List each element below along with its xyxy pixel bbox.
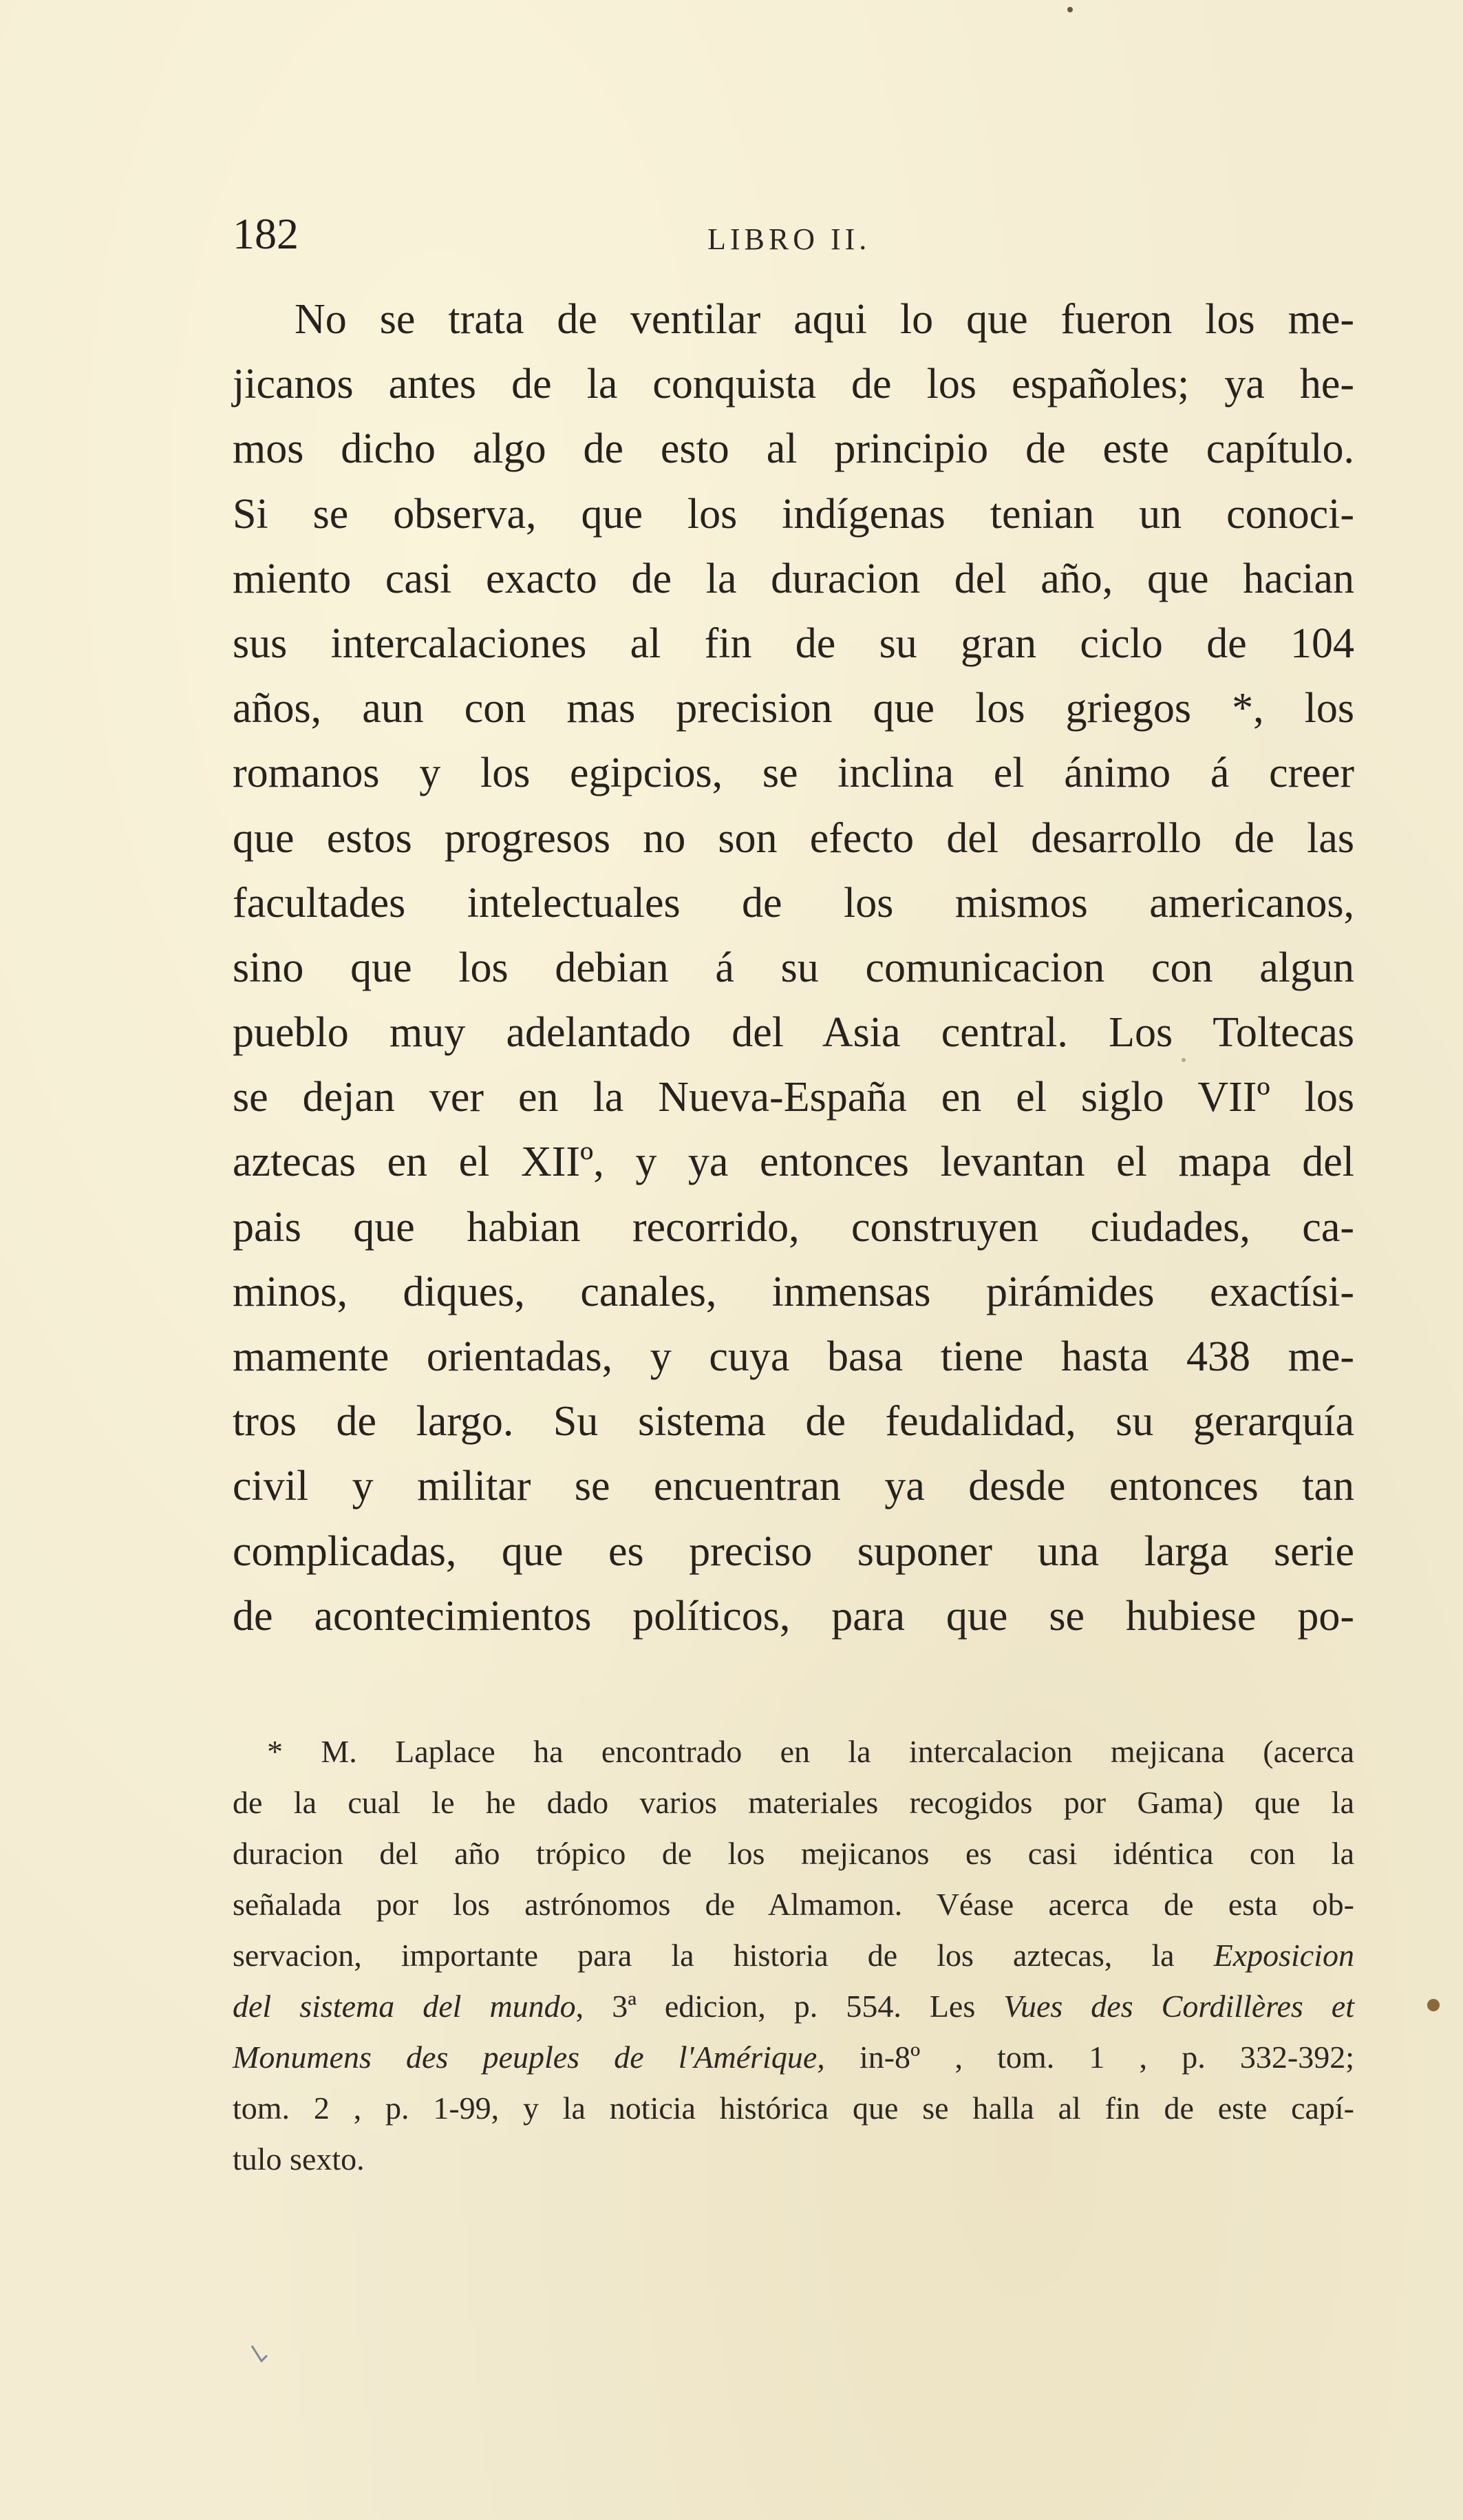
body-line: facultades intelectuales de los mismos americanos, [233,879,1354,927]
body-line: sus intercalaciones al fin de su gran ciclo de 104 [233,620,1354,667]
body-line: pueblo muy adelantado del Asia central. Los Toltecas [233,1009,1354,1057]
body-line: tros de largo. Su sistema de feudalidad, su gerarquía [233,1398,1354,1446]
footnote-italic-title: Vues des Cordillères et [1003,1989,1354,2024]
footnote-line: duracion del año trópico de los mejicanos es casi idéntica con la [233,1836,1354,1871]
footnote [233,1726,1354,2185]
body-line: años, aun con mas precision que los griegos *, los [233,685,1354,732]
body-line: romanos y los egipcios, se inclina el ánimo á creer [233,750,1354,797]
footnote-italic-title: Exposicion [1213,1938,1354,1973]
body-line: se dejan ver en la Nueva-España en el siglo VIIº los [233,1074,1354,1121]
body-line: mamente orientadas, y cuya basa tiene hasta 438 me- [233,1333,1354,1380]
footnote-italic-title: del sistema del mundo [233,1989,576,2024]
running-head: LIBRO II. [707,222,871,256]
body-line: mos dicho algo de esto al principio de este capítulo. [233,425,1354,473]
footnote-line: señalada por los astrónomos de Almamon. Véase acerca de esta ob- [233,1887,1354,1922]
body-line: de acontecimientos políticos, para que se hubiese po- [233,1592,1354,1640]
footnote-line: tulo sexto. [233,2141,365,2177]
footnote-text: in-8º , tom. 1 , p. 332-392; [824,2040,1354,2075]
body-line: minos, diques, canales, inmensas pirámides exactísi- [233,1268,1354,1315]
page-number: 182 [233,209,299,258]
footnote-line: * M. Laplace ha encontrado en la intercalacion mejicana (acerca [267,1734,1354,1769]
footnote-line: de la cual le he dado varios materiales recogidos por Gama) que la [233,1785,1354,1820]
footnote-italic-title: Monumens des peuples de l'Amérique, [233,2040,825,2075]
body-text [233,287,1354,1649]
footnote-line [233,2032,1354,2083]
body-line: que estos progresos no son efecto del desarrollo de las [233,814,1354,862]
body-line: aztecas en el XIIº, y ya entonces levantan el mapa del [233,1139,1354,1186]
body-line: miento casi exacto de la duracion del año, que hacian [233,555,1354,602]
footnote-text: servacion, importante para la historia de los aztecas, la [233,1938,1214,1973]
body-line: complicadas, que es preciso suponer una larga serie [233,1527,1354,1575]
body-line: jicanos antes de la conquista de los españoles; ya he- [233,361,1354,408]
page-header [233,207,1354,262]
footnote-line: tom. 2 , p. 1-99, y la noticia histórica que se halla al fin de este capí- [233,2090,1354,2126]
footnote-line [233,1981,1354,2032]
body-line: No se trata de ventilar aqui lo que fueron los me- [295,296,1354,343]
body-line: sino que los debian á su comunicacion con algun [233,944,1354,991]
body-line: pais que habian recorrido, construyen ciudades, ca- [233,1203,1354,1251]
body-line: civil y militar se encuentran ya desde entonces tan [233,1463,1354,1510]
body-line: Si se observa, que los indígenas tenian un conoci- [233,490,1354,538]
footnote-line [233,1930,1354,1981]
footnote-text: , 3ª edicion, p. 554. Les [575,1989,1004,2024]
